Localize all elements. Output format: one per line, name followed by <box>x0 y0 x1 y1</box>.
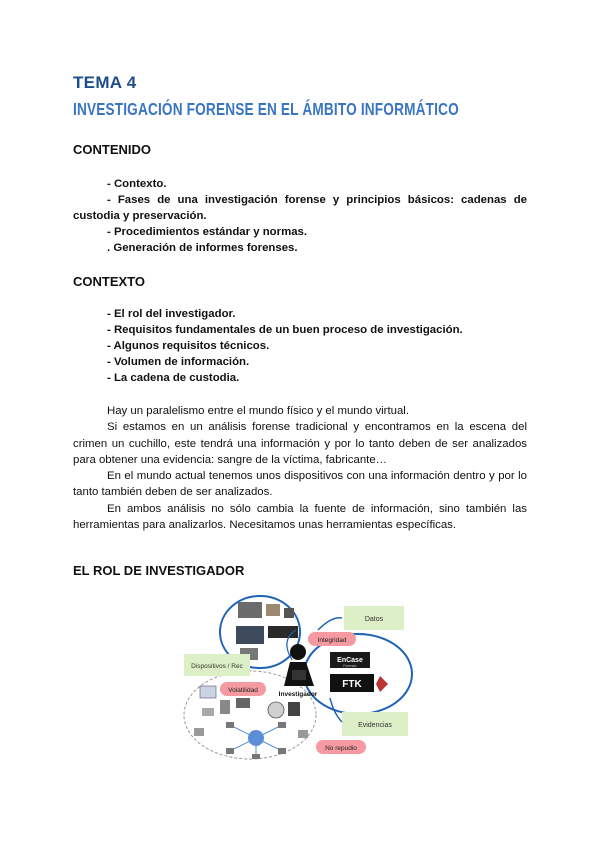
contenido-list <box>73 176 527 256</box>
laptop-icon <box>236 626 264 644</box>
list-item: - Fases de una investigación forense y principios básicos: cadenas de custodia y preservación. <box>73 194 527 222</box>
list-item: - Algunos requisitos técnicos. <box>107 340 270 352</box>
contexto-heading: CONTEXTO <box>73 274 145 289</box>
no-repudio-label: No repudio <box>325 745 357 752</box>
photo-icon <box>266 604 280 616</box>
list-item: - Requisitos fundamentales de un buen proceso de investigación. <box>107 324 463 336</box>
integridad-label: Integridad <box>317 637 347 644</box>
arrow <box>318 618 342 630</box>
photo-icon <box>284 608 294 618</box>
contexto-body <box>73 403 527 533</box>
list-item: - Contexto. <box>107 178 167 190</box>
rol-heading: EL ROL DE INVESTIGADOR <box>73 563 245 578</box>
list-item: - Volumen de información. <box>107 356 250 368</box>
encase-logo-text: EnCase <box>337 657 363 664</box>
list-item: . Generación de informes forenses. <box>107 242 298 254</box>
ftk-logo-text: FTK <box>342 679 362 690</box>
tema-title: TEMA 4 <box>73 73 137 92</box>
paragraph: En ambos análisis no sólo cambia la fuente de información, sino también las herramientas para analizarlos. Necesitamos unas herramientas específicas. <box>73 502 527 532</box>
list-item: - El rol del investigador. <box>107 308 236 320</box>
paragraph: Hay un paralelismo entre el mundo físico y el mundo virtual. <box>107 405 409 417</box>
paragraph: En el mundo actual tenemos unos dispositivos con una información dentro y por lo tanto también deben de ser analizados. <box>73 470 527 499</box>
list-item: - La cadena de custodia. <box>107 372 240 384</box>
evidencias-label: Evidencias <box>358 722 392 729</box>
contenido-heading: CONTENIDO <box>73 142 151 157</box>
investigator-diagram <box>180 590 420 765</box>
paragraph: Si estamos en un análisis forense tradicional y encontramos en la escena del crimen un cuchillo, este tendrá una información y por lo tanto deben de ser analizados para obtener una evidencia: sangre de la víctima, fabricante… <box>73 421 527 466</box>
dispositivos-label: Dispositivos / Rec <box>191 663 243 670</box>
datos-label: Datos <box>364 616 384 623</box>
investigador-label: Investigador <box>278 691 318 698</box>
contexto-list <box>73 306 527 386</box>
encase-logo-subtext: Forensic <box>343 664 357 668</box>
volatilidad-label: Volatilidad <box>228 687 258 694</box>
photo-icon <box>238 602 262 618</box>
list-item: - Procedimientos estándar y normas. <box>107 226 308 238</box>
document-subtitle: INVESTIGACIÓN FORENSE EN EL ÁMBITO INFORMÁTICO <box>73 99 459 119</box>
